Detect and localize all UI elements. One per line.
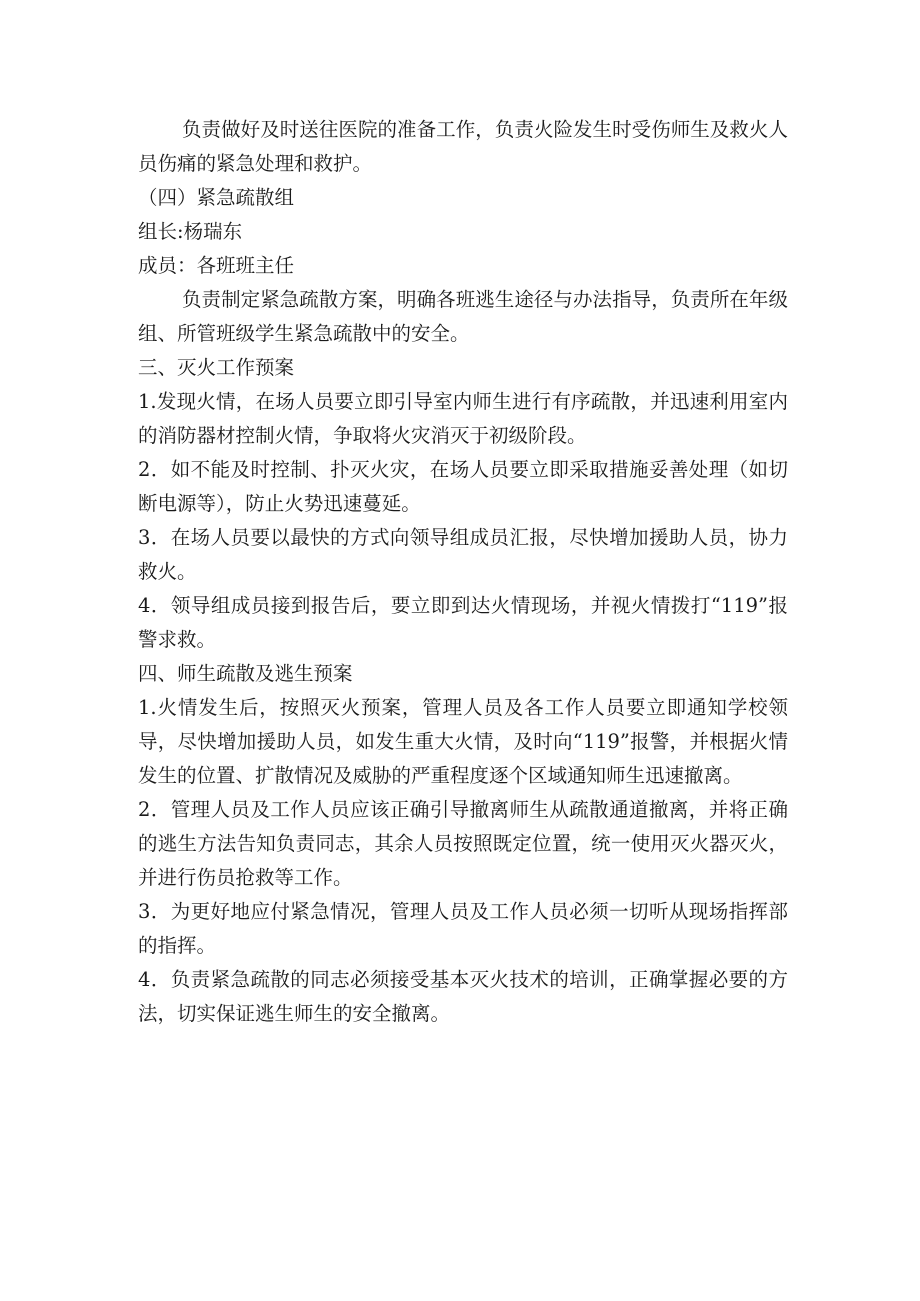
escape-step-2: 2．管理人员及工作人员应该正确引导撤离师生从疏散通道撤离，并将正确的逃生方法告知负责同志，其余人员按照既定位置，统一使用灭火器灭火，并进行伤员抢救等工作。 [138, 798, 788, 889]
paragraph-evacuation-duty: 负责制定紧急疏散方案，明确各班逃生途径与办法指导，负责所在年级组、所管班级学生紧急疏散中的安全。 [138, 288, 788, 345]
firefighting-step-3: 3．在场人员要以最快的方式向领导组成员汇报，尽快增加援助人员，协力救火。 [138, 526, 788, 583]
section-heading-firefighting-plan: 三、灭火工作预案 [138, 356, 295, 379]
section-heading-evacuation-group: （四）紧急疏散组 [138, 186, 295, 209]
firefighting-step-4: 4．领导组成员接到报告后，要立即到达火情现场，并视火情拨打“119”报警求救。 [138, 594, 788, 651]
document-body [138, 113, 788, 1031]
escape-step-1: 1.火情发生后，按照灭火预案，管理人员及各工作人员要立即通知学校领导，尽快增加援助人员，如发生重大火情，及时向“119”报警，并根据火情发生的位置、扩散情况及威胁的严重程度逐个区域通知师生迅速撤离。 [138, 696, 788, 787]
group-members-line: 成员：各班班主任 [138, 254, 295, 277]
group-leader-line: 组长:杨瑞东 [138, 220, 243, 243]
paragraph-medical-duty: 负责做好及时送往医院的准备工作，负责火险发生时受伤师生及救火人员伤痛的紧急处理和救护。 [138, 118, 788, 175]
firefighting-step-1: 1.发现火情，在场人员要立即引导室内师生进行有序疏散，并迅速利用室内的消防器材控制火情，争取将火灾消灭于初级阶段。 [138, 390, 788, 447]
escape-step-3: 3．为更好地应付紧急情况，管理人员及工作人员必须一切听从现场指挥部的指挥。 [138, 900, 788, 957]
firefighting-step-2: 2．如不能及时控制、扑灭火灾，在场人员要立即采取措施妥善处理（如切断电源等），防止火势迅速蔓延。 [138, 458, 788, 515]
section-heading-escape-plan: 四、师生疏散及逃生预案 [138, 662, 353, 685]
escape-step-4: 4．负责紧急疏散的同志必须接受基本灭火技术的培训，正确掌握必要的方法，切实保证逃生师生的安全撤离。 [138, 968, 788, 1025]
